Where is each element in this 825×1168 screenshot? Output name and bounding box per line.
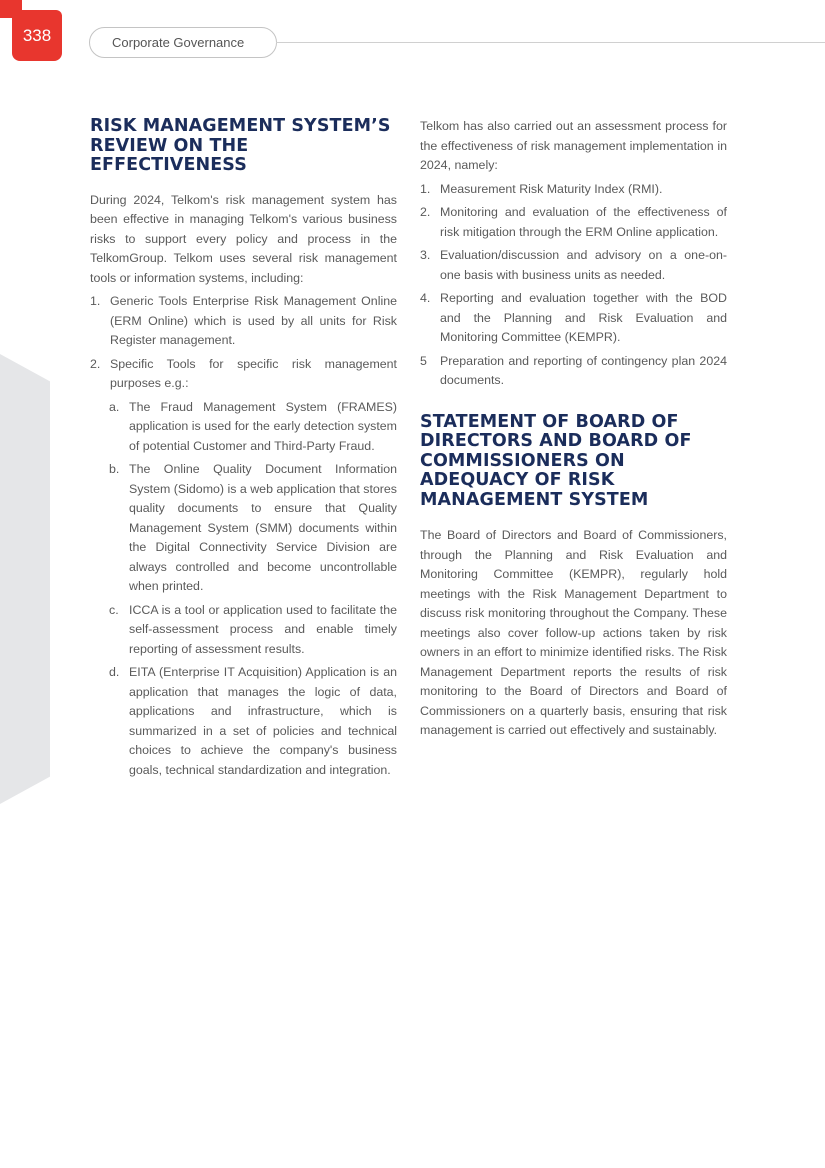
section-label-pill — [89, 27, 277, 58]
list-marker: 3. — [420, 248, 431, 262]
heading-risk-management-review: RISK MANAGEMENT SYSTEM’S REVIEW ON THE EFFECTIVENESS — [90, 116, 391, 175]
specific-tools-sublist — [90, 398, 397, 781]
statement-paragraph: The Board of Directors and Board of Commissioners, through the Planning and Risk Evaluation and Monitoring Committee (KEMPR), regularly hold meetings with the Risk Management Department to discuss risk monitoring throughout the Company. These meetings also cover follow-up actions taken by risk owners in an effort to minimize identified risks. The Risk Management Department reports the results of risk monitoring to the Board of Directors and Board of Commissioners on a quarterly basis, ensuring that risk management is carried out effectively and sustainably. — [420, 528, 727, 737]
list-marker: 4. — [420, 291, 431, 305]
side-decoration — [0, 332, 50, 826]
sub-list-marker: d. — [109, 665, 120, 679]
list-marker: 1. — [90, 294, 101, 308]
sub-list-item — [90, 460, 397, 597]
page-number: 338 — [22, 26, 52, 45]
left-intro-paragraph: During 2024, Telkom's risk management system has been effective in managing Telkom's various business risks to support every policy and process in the TelkomGroup. Telkom uses several risk management tools or information systems, including: — [90, 192, 397, 285]
list-item — [420, 180, 727, 200]
list-marker: 2. — [90, 356, 101, 371]
sub-list-item-text: ICCA is a tool or application used to facilitate the self-assessment process and enable timely reporting of assessment results. — [129, 602, 397, 656]
right-column — [420, 117, 727, 741]
assessment-list — [420, 180, 727, 391]
list-marker: 5 — [420, 353, 427, 368]
list-item-text: Generic Tools Enterprise Risk Management Online (ERM Online) which is used by all units for Risk Register management. — [110, 294, 397, 347]
sub-list-item-text: EITA (Enterprise IT Acquisition) Application is an application that manages the logic of data, applications and infrastructure, which is summarized in a set of policies and technical choices to achieve the company's business goals, technical standardization and integration. — [129, 665, 397, 777]
sub-list-item — [90, 398, 397, 457]
sub-list-item — [90, 663, 397, 780]
left-column — [90, 117, 397, 780]
right-intro-paragraph: Telkom has also carried out an assessment process for the effectiveness of risk management implementation in 2024, namely: — [420, 119, 727, 172]
list-item — [90, 355, 397, 394]
list-marker: 2. — [420, 205, 431, 219]
list-item — [420, 246, 727, 285]
list-item-text: Reporting and evaluation together with the BOD and the Planning and Risk Evaluation and Monitoring Committee (KEMPR). — [440, 291, 727, 344]
list-item — [420, 289, 727, 348]
header-divider — [276, 42, 825, 43]
list-marker: 1. — [420, 181, 431, 196]
list-item-text: Monitoring and evaluation of the effectiveness of risk mitigation through the ERM Online application. — [440, 205, 727, 239]
sub-list-item — [90, 601, 397, 660]
list-item-text: Evaluation/discussion and advisory on a one-on-one basis with business units as needed. — [440, 248, 727, 282]
sub-list-item-text: The Online Quality Document Information System (Sidomo) is a web application that stores quality documents to ensure that Quality Management System (SMM) documents within the Digital Connectivity Service Division are always controlled and become uncontrollable when printed. — [129, 462, 397, 593]
section-label: Corporate Governance — [112, 35, 245, 50]
sub-list-marker: b. — [109, 462, 120, 476]
page-number-badge — [12, 10, 62, 61]
sub-list-marker: a. — [109, 399, 120, 414]
heading-statement-adequacy: STATEMENT OF BOARD OF DIRECTORS AND BOARD OF COMMISSIONERS ON ADEQUACY OF RISK MANAGEMENT SYSTEM — [420, 411, 692, 510]
tools-list — [90, 292, 397, 394]
list-item — [420, 352, 727, 391]
sub-list-marker: c. — [109, 602, 119, 617]
sub-list-item-text: The Fraud Management System (FRAMES) application is used for the early detection system of potential Customer and Third-Party Fraud. — [129, 399, 397, 453]
list-item — [420, 203, 727, 242]
list-item-text: Specific Tools for specific risk management purposes e.g.: — [110, 356, 397, 390]
list-item-text: Preparation and reporting of contingency plan 2024 documents. — [440, 353, 727, 387]
list-item — [90, 292, 397, 351]
list-item-text: Measurement Risk Maturity Index (RMI). — [440, 181, 663, 196]
